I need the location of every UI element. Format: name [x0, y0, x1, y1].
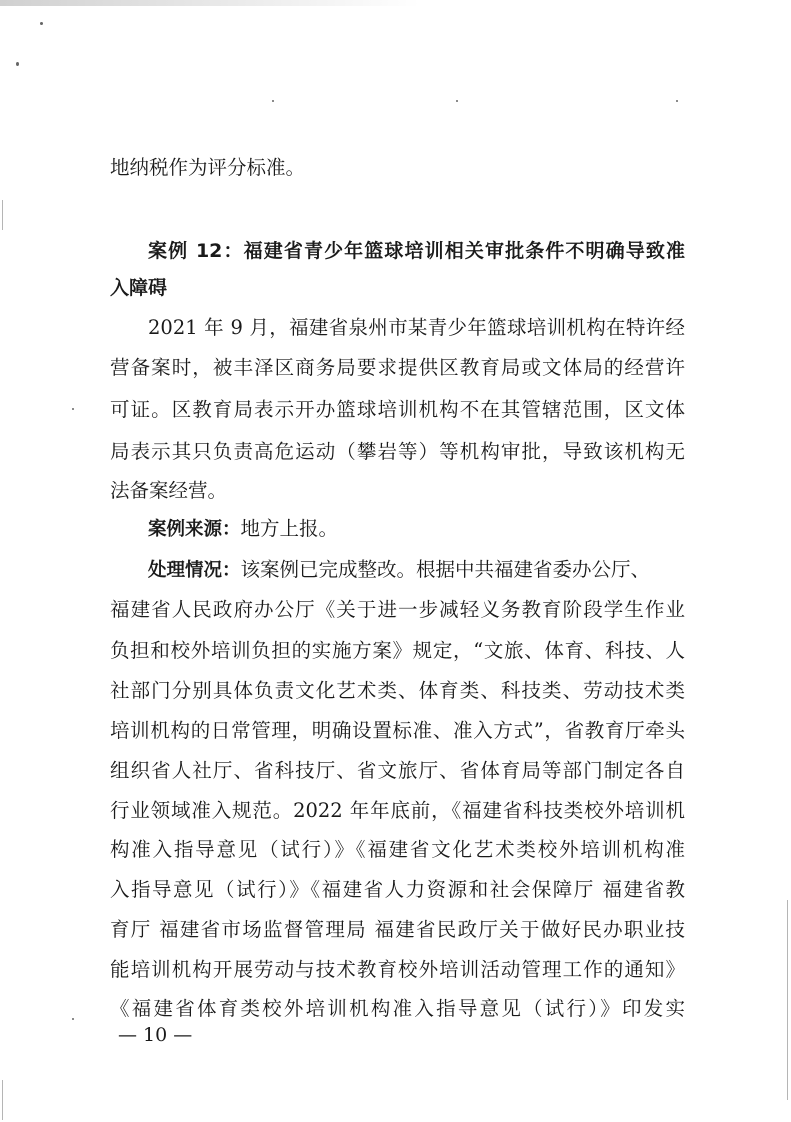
- scan-edge: [787, 900, 788, 1100]
- text-line: 地纳税作为评分标准。: [110, 156, 306, 179]
- scan-artifact-band: [0, 0, 420, 6]
- text-line: 法备案经营。: [110, 479, 228, 502]
- scan-speck: [676, 100, 678, 102]
- case-source-value: 地方上报。: [240, 517, 339, 540]
- scan-edge: [2, 200, 3, 230]
- text-line: 培训机构的日常管理，明确设置标准、准入方式”，省教育厅牵头: [110, 719, 685, 742]
- scan-speck: [72, 1018, 74, 1020]
- text-line: 组织省人社厅、省科技厅、省文旅厅、省体育局等部门制定各自: [110, 759, 685, 782]
- scan-speck: [16, 62, 19, 66]
- text-line: 社部门分别具体负责文化艺术类、体育类、科技类、劳动技术类: [110, 679, 685, 702]
- text-line: 营备案时，被丰泽区商务局要求提供区教育局或文体局的经营许: [110, 356, 685, 379]
- scan-speck: [456, 100, 458, 102]
- text-line: 可证。区教育局表示开办篮球培训机构不在其管辖范围，区文体: [110, 398, 685, 421]
- text-line: 《福建省体育类校外培训机构准入指导意见（试行）》印发实: [110, 997, 685, 1020]
- text-line: 入指导意见（试行）》《福建省人力资源和社会保障厅 福建省教: [110, 878, 685, 901]
- case-heading: 案例 12：福建省青少年篮球培训相关审批条件不明确导致准: [148, 240, 685, 262]
- case-source-label: 案例来源：: [148, 519, 241, 540]
- page-number: — 10 —: [118, 1024, 193, 1046]
- text-line: 负担和校外培训负担的实施方案》规定，“文旅、体育、科技、人: [110, 639, 685, 662]
- scan-edge: [2, 1080, 3, 1120]
- handling-text: 该案例已完成整改。根据中共福建省委办公厅、: [240, 558, 651, 581]
- text-line: 育厅 福建省市场监督管理局 福建省民政厅关于做好民办职业技: [110, 918, 685, 941]
- case-source-line: [148, 516, 685, 543]
- text-line: 行业领域准入规范。2022 年年底前，《福建省科技类校外培训机: [110, 799, 685, 822]
- handling-line: [148, 557, 685, 584]
- handling-label: 处理情况：: [148, 560, 241, 581]
- text-line: 能培训机构开展劳动与技术教育校外培训活动管理工作的通知》: [110, 958, 685, 981]
- text-line: 局表示其只负责高危运动（攀岩等）等机构审批，导致该机构无: [110, 440, 685, 463]
- text-line: 福建省人民政府办公厅《关于进一步减轻义务教育阶段学生作业: [110, 598, 685, 621]
- scan-speck: [272, 100, 274, 102]
- scan-speck: [72, 408, 74, 410]
- scan-speck: [40, 22, 43, 25]
- case-heading-cont: 入障碍: [110, 277, 168, 299]
- text-line: 构准入指导意见（试行）》《福建省文化艺术类校外培训机构准: [110, 838, 685, 861]
- text-line: 2021 年 9 月，福建省泉州市某青少年篮球培训机构在特许经: [148, 316, 685, 339]
